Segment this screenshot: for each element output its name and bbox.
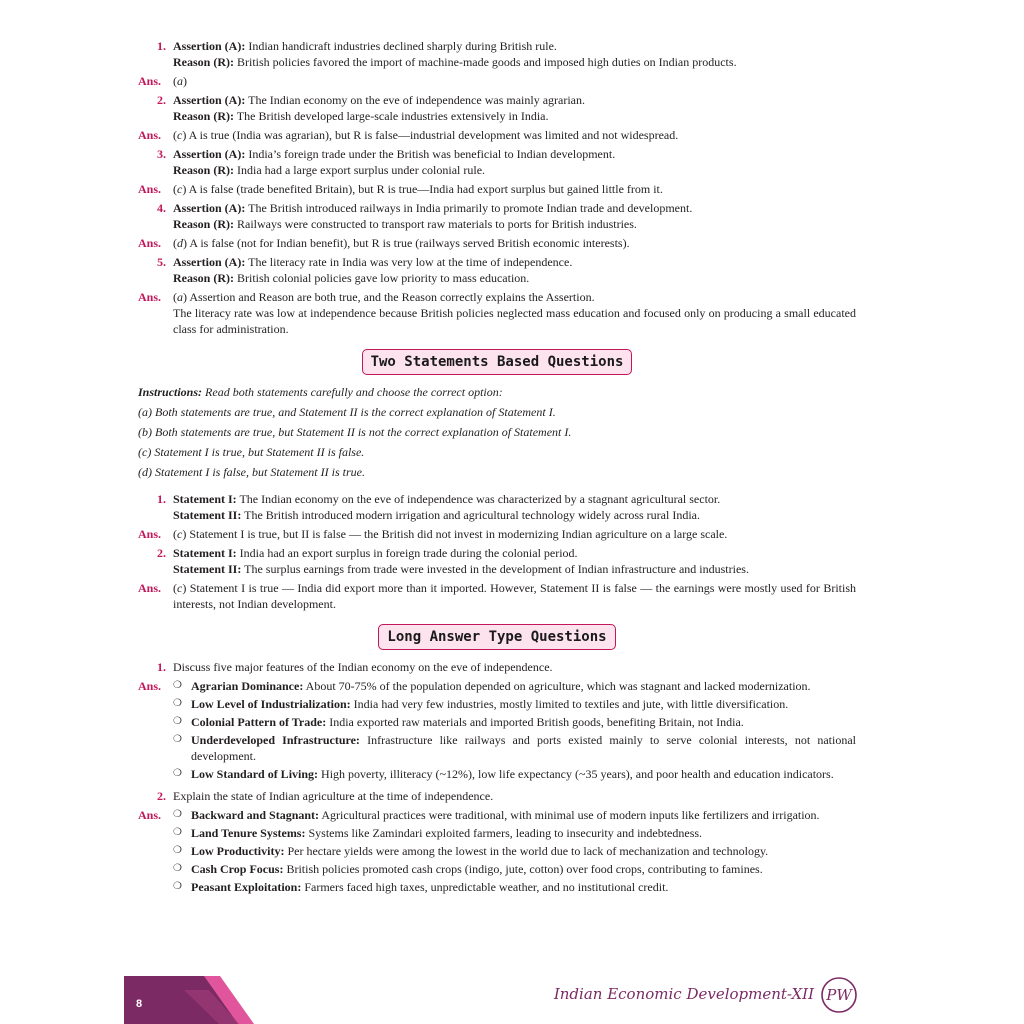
answer-label: Ans. [138,128,162,142]
question-item [138,92,856,124]
question-number: 4. [157,201,166,215]
assertion-label: Assertion (A): [173,93,246,107]
statement1-label: Statement I: [173,546,237,560]
assertion-text: India’s foreign trade under the British was beneficial to Indian development. [248,147,616,161]
answer-label: Ans. [138,581,162,595]
option-text: Statement I is false, but Statement II is true. [155,465,365,479]
answer-label: Ans. [138,808,162,822]
answer-item: Ans. (a) Assertion and Reason are both true, and the Reason correctly explains the Assertion. The literacy rate was low at independence because British policies neglected mass education and focused only on producing a small educated class for administration. [138,290,856,336]
answer-text: A is true (India was agrarian), but R is false—industrial development was limited and not widespread. [188,128,679,142]
list-item [173,879,856,895]
point-text: Per hectare yields were among the lowest in the world due to lack of mechanization and technology. [287,844,769,858]
point-title: Low Productivity: [191,844,285,858]
reason-text: British policies favored the import of machine-made goods and imposed high duties on Indian products. [237,55,737,69]
statement1-text: India had an export surplus in foreign trade during the colonial period. [239,546,578,560]
assertion-text: The literacy rate in India was very low at the time of independence. [248,255,573,269]
page-number: 8 [136,998,143,1010]
two-statements-section [138,384,856,612]
point-title: Land Tenure Systems: [191,826,306,840]
bullet-icon: ❍ [173,845,182,856]
assertion-reason-section [138,38,856,337]
answer-letter: c [177,581,183,595]
logo-text: PW [826,986,852,1004]
list-item [173,678,856,694]
question-item [138,788,856,804]
point-text: Farmers faced high taxes, unpredictable weather, and no institutional credit. [304,880,669,894]
question-number: 1. [157,39,166,53]
statement1-label: Statement I: [173,492,237,506]
answer-label: Ans. [138,182,162,196]
answer-item [138,678,856,782]
question-item [138,491,856,523]
list-item [173,807,856,823]
point-title: Low Standard of Living: [191,767,319,781]
statement2-label: Statement II: [173,562,242,576]
list-item [173,696,856,712]
reason-text: The British developed large-scale industries extensively in India. [236,109,549,123]
answer-letter: c [177,527,183,541]
reason-text: India had a large export surplus under colonial rule. [237,163,486,177]
list-item [173,732,856,764]
point-title: Backward and Stagnant: [191,808,320,822]
point-title: Colonial Pattern of Trade: [191,715,327,729]
option-letter: (b) [138,425,152,439]
option-item [138,424,856,440]
two-statements-heading-wrap [138,349,856,375]
answer-text: Statement I is true — India did export more than it imported. However, Statement II is false — the earnings were mostly used for British interests, not Indian development. [173,581,856,611]
question-number: 2. [157,93,166,107]
statement2-text: The surplus earnings from trade were invested in the development of Indian infrastructure and industries. [244,562,749,576]
bullet-icon: ❍ [173,698,182,709]
point-text: India had very few industries, mostly limited to textiles and jute, with little diversification. [353,697,789,711]
option-letter: (d) [138,465,152,479]
answer-label: Ans. [138,236,162,250]
list-item [173,861,856,877]
assertion-text: The British introduced railways in India primarily to promote Indian trade and development. [248,201,693,215]
statement2-label: Statement II: [173,508,242,522]
question-number: 1. [157,492,166,506]
section-heading: Two Statements Based Questions [362,349,633,375]
assertion-text: The Indian economy on the eve of independence was mainly agrarian. [248,93,585,107]
question-number: 3. [157,147,166,161]
point-title: Peasant Exploitation: [191,880,302,894]
answer-text: A is false (not for Indian benefit), but R is true (railways served British economic interests). [189,236,630,250]
question-text: Explain the state of Indian agriculture at the time of independence. [173,789,494,803]
reason-label: Reason (R): [173,271,234,285]
answer-text: Statement I is true, but II is false — the British did not invest in modernizing Indian agriculture on a large scale. [189,527,728,541]
point-text: High poverty, illiteracy (~12%), low life expectancy (~35 years), and poor health and education indicators. [321,767,834,781]
assertion-text: Indian handicraft industries declined sharply during British rule. [248,39,557,53]
question-number: 2. [157,546,166,560]
answer-item: Ans. (c) Statement I is true — India did export more than it imported. However, Statement II is false — the earnings were mostly used for British interests, not Indian development. [138,581,856,611]
question-item [138,254,856,286]
list-item [173,714,856,730]
question-text: Discuss five major features of the Indian economy on the eve of independence. [173,660,553,674]
bullet-icon: ❍ [173,827,182,838]
bullet-icon: ❍ [173,734,182,745]
answer-label: Ans. [138,679,162,693]
point-title: Agrarian Dominance: [191,679,304,693]
point-text: Agricultural practices were traditional, with minimal use of modern inputs like fertilizers and irrigation. [321,808,820,822]
page-content [138,35,856,895]
statement2-text: The British introduced modern irrigation and agricultural technology widely across rural India. [244,508,700,522]
question-item [138,659,856,675]
question-item [138,200,856,232]
reason-label: Reason (R): [173,55,234,69]
option-text: Both statements are true, and Statement II is the correct explanation of Statement I. [155,405,556,419]
footer-decoration [124,976,254,1024]
question-number: 2. [157,789,166,803]
book-title: Indian Economic Development-XII [553,985,814,1003]
pw-logo-icon [820,976,858,1014]
answer-letter: a [177,74,183,88]
answer-item: Ans. (a) [138,74,187,88]
list-item [173,766,856,782]
assertion-label: Assertion (A): [173,39,246,53]
option-item [138,404,856,420]
assertion-label: Assertion (A): [173,255,246,269]
answer-item: Ans. (c) Statement I is true, but II is false — the British did not invest in modernizing Indian agriculture on a large scale. [138,527,728,541]
answer-letter: a [177,290,183,304]
bullet-icon: ❍ [173,716,182,727]
option-letter: (a) [138,405,152,419]
answer-label: Ans. [138,74,162,88]
question-number: 1. [157,660,166,674]
answer-item: Ans. (c) A is false (trade benefited Britain), but R is true—India had export surplus but gained little from it. [138,182,663,196]
question-item [138,146,856,178]
bullet-icon: ❍ [173,809,182,820]
answer-explanation: The literacy rate was low at independence because British policies neglected mass education and focused only on producing a small educated class for administration. [173,306,856,336]
point-text: Infrastructure like railways and ports existed mainly to serve colonial interests, not national development. [191,733,857,763]
answer-letter: d [177,236,183,250]
point-text: About 70-75% of the population depended on agriculture, which was stagnant and lacked modernization. [305,679,811,693]
answer-text: Assertion and Reason are both true, and the Reason correctly explains the Assertion. [189,290,595,304]
bullet-icon: ❍ [173,768,182,779]
bullet-icon: ❍ [173,881,182,892]
answer-item: Ans. (c) A is true (India was agrarian), but R is false—industrial development was limited and not widespread. [138,128,679,142]
reason-label: Reason (R): [173,109,234,123]
option-letter: (c) [138,445,152,459]
answer-label: Ans. [138,527,162,541]
option-text: Both statements are true, but Statement II is not the correct explanation of Statement I. [155,425,572,439]
answer-label: Ans. [138,290,162,304]
bullet-icon: ❍ [173,863,182,874]
reason-text: British colonial policies gave low priority to mass education. [237,271,530,285]
question-number: 5. [157,255,166,269]
answer-item: Ans. (d) A is false (not for Indian benefit), but R is true (railways served British economic interests). [138,236,630,250]
assertion-label: Assertion (A): [173,147,246,161]
list-item [173,825,856,841]
reason-text: Railways were constructed to transport raw materials to ports for British industries. [237,217,637,231]
bullet-icon: ❍ [173,680,182,691]
assertion-label: Assertion (A): [173,201,246,215]
option-text: Statement I is true, but Statement II is false. [154,445,365,459]
long-answer-heading-wrap [138,624,856,650]
point-title: Underdeveloped Infrastructure: [191,733,360,747]
point-text: Systems like Zamindari exploited farmers, leading to insecurity and indebtedness. [308,826,703,840]
section-heading: Long Answer Type Questions [378,624,615,650]
answer-text: A is false (trade benefited Britain), but R is true—India had export surplus but gained little from it. [188,182,663,196]
answer-letter: c [177,128,183,142]
point-title: Low Level of Industrialization: [191,697,351,711]
option-item [138,464,856,480]
question-item [138,545,856,577]
question-item [138,38,856,70]
answer-letter: c [177,182,183,196]
instructions-label: Instructions: [138,385,203,399]
instructions-text: Read both statements carefully and choose the correct option: [205,385,503,399]
long-answer-section [138,659,856,895]
reason-label: Reason (R): [173,163,234,177]
answer-item [138,807,856,895]
reason-label: Reason (R): [173,217,234,231]
point-text: India exported raw materials and imported British goods, benefiting Britain, not India. [329,715,744,729]
point-title: Cash Crop Focus: [191,862,284,876]
instructions [138,384,856,400]
statement1-text: The Indian economy on the eve of independence was characterized by a stagnant agricultural sector. [239,492,721,506]
list-item [173,843,856,859]
point-text: British policies promoted cash crops (indigo, jute, cotton) over food crops, contributing to famines. [286,862,763,876]
option-item [138,444,856,460]
